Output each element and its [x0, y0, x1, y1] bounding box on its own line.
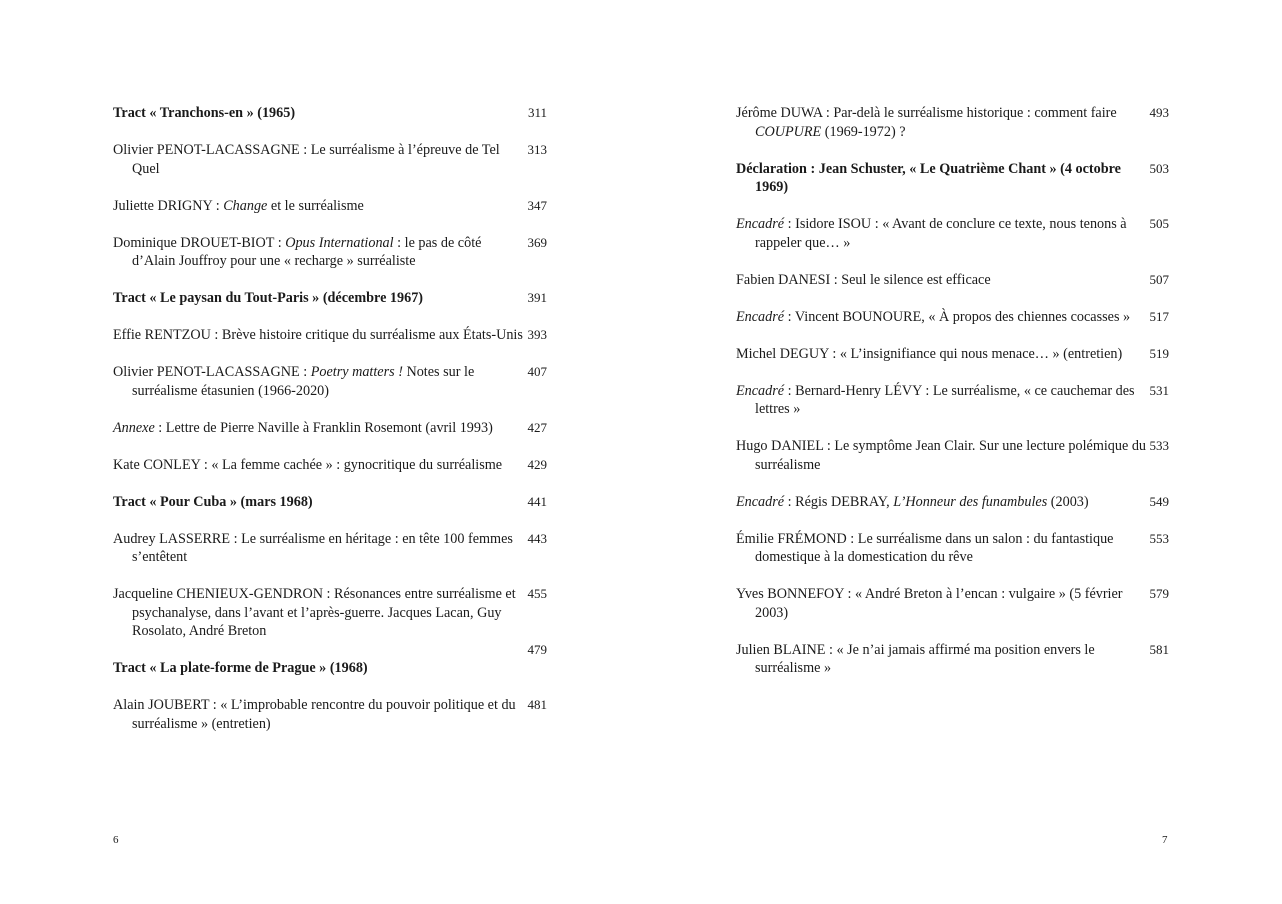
- toc-list-right: [736, 104, 1169, 696]
- toc-entry-title: [113, 530, 524, 567]
- toc-entry-italic-part: Encadré: [736, 493, 785, 510]
- right-page: [641, 0, 1282, 904]
- toc-entry[interactable]: [113, 530, 547, 567]
- toc-entry[interactable]: [736, 382, 1169, 419]
- toc-entry-text-part: : Lettre de Pierre Naville à Franklin Rosemont (avril 1993): [154, 419, 493, 436]
- toc-page-number: 441: [527, 493, 547, 509]
- toc-entry-title: [736, 641, 1148, 678]
- toc-entry-title: Tract « Le paysan du Tout-Paris » (décembre 1967): [113, 290, 424, 306]
- toc-entry-text-part: (2003): [1047, 493, 1089, 510]
- toc-entry-text-part: Hugo DANIEL : Le symptôme Jean Clair. Sur une lecture polémique du surréalisme: [736, 438, 1147, 473]
- toc-entry-text-part: Émilie FRÉMOND : Le surréalisme dans un salon : du fantastique domestique à la domestication du rêve: [736, 530, 1114, 565]
- toc-entry-text-part: Juliette DRIGNY :: [113, 197, 224, 214]
- toc-page-number: 443: [527, 530, 547, 546]
- toc-entry[interactable]: [113, 585, 547, 641]
- toc-entry-title: [113, 234, 524, 271]
- toc-entry-italic-part: Annexe: [113, 419, 155, 436]
- toc-entry[interactable]: [736, 641, 1169, 678]
- toc-entry-text-part: Dominique DROUET-BIOT :: [113, 234, 286, 251]
- toc-page-number: 517: [1149, 308, 1169, 324]
- toc-entry-title: [736, 437, 1148, 474]
- toc-entry-title: [113, 419, 524, 438]
- toc-entry-title: [113, 696, 524, 733]
- toc-page-number: 393: [527, 327, 547, 342]
- toc-entry-text-part: Alain JOUBERT : « L’improbable rencontre du pouvoir politique et du surréalisme » (entretien): [113, 697, 516, 732]
- toc-entry-text-part: (1969-1972) ?: [821, 123, 906, 140]
- toc-page-number: 519: [1149, 345, 1169, 361]
- toc-entry-title: Tract « Pour Cuba » (mars 1968): [113, 493, 313, 510]
- toc-entry-title: Déclaration : Jean Schuster, « Le Quatrième Chant » (4 octobre 1969): [736, 160, 1121, 195]
- toc-entry[interactable]: [113, 197, 547, 216]
- toc-entry-title: [736, 382, 1148, 419]
- toc-entry-title: Tract « La plate-forme de Prague » (1968): [113, 660, 368, 676]
- toc-entry-text-part: Kate CONLEY : « La femme cachée » : gynocritique du surréalisme: [113, 456, 503, 473]
- toc-page-number: 391: [527, 290, 547, 305]
- toc-entry-text-part: Olivier PENOT-LACASSAGNE : Le surréalisme à l’épreuve de Tel Quel: [113, 142, 500, 177]
- toc-entry-text-part: et le surréalisme: [267, 197, 364, 214]
- toc-entry-title: [736, 493, 1148, 512]
- toc-entry-text-part: : Vincent BOUNOURE, « À propos des chiennes cocasses »: [784, 308, 1131, 325]
- toc-section-entry[interactable]: [113, 659, 547, 678]
- toc-entry-title: [113, 456, 524, 475]
- toc-entry-title: [736, 104, 1148, 141]
- toc-page-number: 427: [527, 419, 547, 435]
- toc-entry-text-part: Olivier PENOT-LACASSAGNE :: [113, 364, 311, 380]
- toc-page-number: 533: [1149, 438, 1169, 453]
- toc-entry-italic-part: Encadré: [736, 382, 785, 399]
- toc-entry-text-part: Julien BLAINE : « Je n’ai jamais affirmé ma position envers le surréalisme »: [736, 641, 1095, 676]
- toc-page-number: 407: [527, 364, 547, 379]
- toc-entry-text-part: : Isidore ISOU : « Avant de conclure ce texte, nous tenons à rappeler que… »: [755, 216, 1127, 251]
- toc-entry-text-part: Jérôme DUWA : Par-delà le surréalisme historique : comment faire: [736, 105, 1117, 121]
- toc-section-entry[interactable]: [113, 104, 547, 123]
- toc-entry-title: [113, 585, 524, 641]
- toc-page-number: 505: [1149, 216, 1169, 231]
- toc-entry-title: [113, 197, 524, 216]
- toc-entry[interactable]: [113, 456, 547, 475]
- toc-entry-text-part: Michel DEGUY : « L’insignifiance qui nous menace… » (entretien): [736, 345, 1123, 362]
- toc-entry[interactable]: [736, 530, 1169, 567]
- toc-page-number: 531: [1149, 382, 1169, 398]
- toc-entry[interactable]: [736, 215, 1169, 252]
- toc-entry-text-part: Effie RENTZOU : Brève histoire critique du surréalisme aux États-Unis: [113, 327, 523, 343]
- toc-page-number: 311: [527, 105, 547, 120]
- toc-entry-text-part: Notes sur le surréalisme étasunien (1966-2020): [132, 364, 475, 399]
- toc-entry-italic-part: Encadré: [736, 308, 785, 325]
- toc-page-number: 479: [527, 641, 547, 657]
- toc-entry[interactable]: [736, 271, 1169, 290]
- toc-page-number: 549: [1149, 493, 1169, 509]
- toc-entry-title: [736, 345, 1148, 364]
- toc-page-number: 579: [1149, 586, 1169, 601]
- toc-page-number: 429: [527, 456, 547, 472]
- toc-entry-italic-part: Poetry matters !: [310, 364, 403, 380]
- toc-entry[interactable]: [736, 585, 1169, 622]
- toc-section-entry[interactable]: [736, 160, 1169, 197]
- toc-page-number: 503: [1149, 160, 1169, 176]
- toc-entry[interactable]: [113, 234, 547, 271]
- toc-list-left: [113, 104, 547, 752]
- toc-section-entry[interactable]: [113, 289, 547, 308]
- toc-page-number: 507: [1149, 271, 1169, 287]
- toc-entry[interactable]: [113, 419, 547, 438]
- toc-section-entry[interactable]: [113, 493, 547, 512]
- toc-entry-text-part: Yves BONNEFOY : « André Breton à l’encan : vulgaire » (5 février 2003): [736, 586, 1123, 621]
- toc-entry-title: [736, 308, 1148, 327]
- toc-page-number: 455: [527, 586, 547, 601]
- toc-entry-title: [113, 141, 524, 178]
- toc-entry-title: [736, 271, 1148, 290]
- toc-entry[interactable]: [113, 696, 547, 733]
- toc-entry-title: [113, 363, 524, 400]
- page-folio: 6: [113, 834, 119, 846]
- toc-entry-title: [736, 530, 1148, 567]
- toc-entry-text-part: Fabien DANESI : Seul le silence est efficace: [736, 271, 991, 288]
- toc-page-number: 493: [1149, 105, 1169, 120]
- toc-entry-text-part: Jacqueline CHENIEUX-GENDRON : Résonances entre surréalisme et psychanalyse, dans l’avant et l’après-guerre. Jacques Lacan, Guy Rosolato, André Breton: [113, 586, 516, 639]
- toc-entry-text-part: : Bernard-Henry LÉVY : Le surréalisme, « ce cauchemar des lettres »: [755, 382, 1135, 417]
- toc-entry-text-part: : Régis DEBRAY,: [784, 493, 894, 510]
- toc-entry[interactable]: [736, 493, 1169, 512]
- toc-entry[interactable]: [736, 308, 1169, 327]
- toc-entry-italic-part: Change: [223, 197, 268, 214]
- toc-page-number: 313: [527, 142, 547, 157]
- toc-entry-text-part: Audrey LASSERRE : Le surréalisme en héritage : en tête 100 femmes s’entêtent: [113, 530, 513, 565]
- toc-entry-italic-part: L’Honneur des funambules: [893, 493, 1048, 510]
- toc-entry-title: Tract « Tranchons-en » (1965): [113, 105, 296, 121]
- toc-entry-italic-part: Opus International: [285, 234, 394, 251]
- toc-entry-text-part: : le pas de côté d’Alain Jouffroy pour une « recharge » surréaliste: [132, 234, 482, 269]
- toc-entry[interactable]: [113, 141, 547, 178]
- toc-entry[interactable]: [113, 363, 547, 400]
- toc-page-number: 347: [527, 197, 547, 213]
- toc-entry[interactable]: [736, 437, 1169, 474]
- toc-page-number: 481: [527, 697, 547, 712]
- toc-entry-title: [113, 326, 524, 345]
- toc-page-number: 581: [1149, 641, 1169, 657]
- toc-entry[interactable]: [113, 326, 547, 345]
- toc-entry-italic-part: COUPURE: [755, 123, 822, 140]
- toc-page-number: 553: [1149, 530, 1169, 546]
- toc-entry[interactable]: [736, 345, 1169, 364]
- page-folio: 7: [1162, 834, 1168, 846]
- toc-entry-title: [736, 585, 1148, 622]
- toc-entry-title: [736, 215, 1148, 252]
- toc-entry[interactable]: [736, 104, 1169, 141]
- toc-entry-italic-part: Encadré: [736, 216, 785, 232]
- toc-page-number: 369: [527, 234, 547, 250]
